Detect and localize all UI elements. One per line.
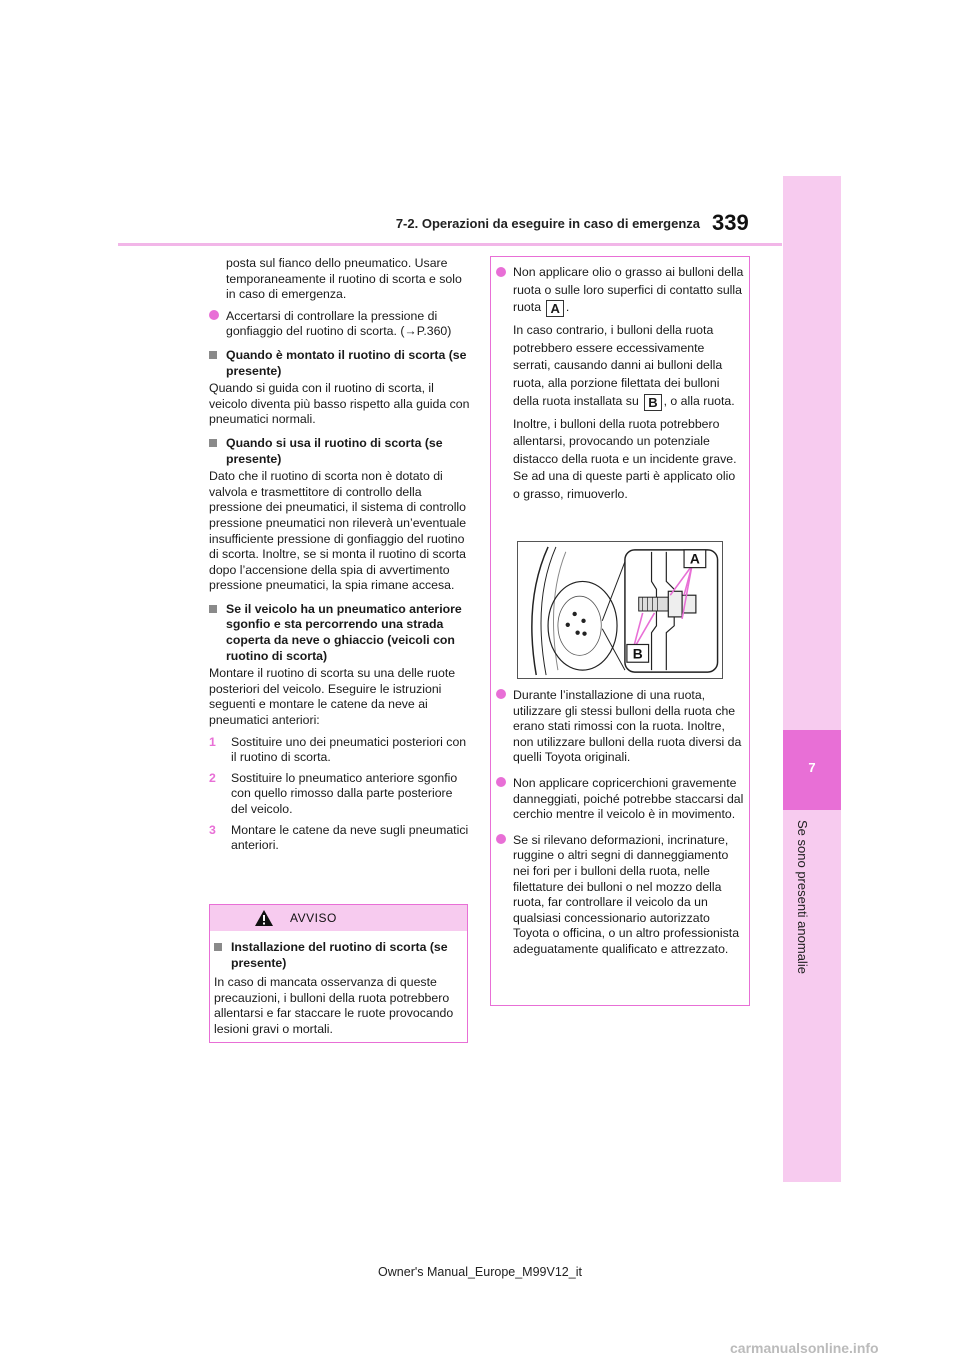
section-body: Dato che il ruotino di scorta non è dotato di valvola e trasmettitore di controllo della pressione dei pneumatici, il sistema di controllo pressione pneumatici non rileverà un’eventuale insufficiente pressione di gonfiaggio del ruotino di scorta. Inoltre, se si monta il ruotino di scorta dopo l’accensione della spia di avvertimento pressione pneumatici, la spia rimane accesa.	[209, 469, 467, 593]
bullet-dot-icon	[496, 689, 506, 699]
section-title: 7-2. Operazioni da eseguire in caso di emergenza	[395, 216, 700, 231]
chapter-label: Se sono presenti anomalie	[795, 820, 810, 974]
heading-text: Se il veicolo ha un pneumatico anteriore sgonfio e sta percorrendo una strada coperta da neve o ghiaccio (veicoli con ruotino di scorta)	[226, 601, 462, 663]
step-item	[209, 771, 471, 818]
warning-title: AVVISO	[290, 911, 337, 925]
step-number: 3	[209, 822, 216, 837]
intro-continuation: posta sul fianco dello pneumatico. Usare temporaneamente il ruotino di scorta e solo in caso di emergenza.	[226, 256, 462, 302]
bullet-no-oil: Non applicare olio o grasso ai bulloni della ruota o sulle loro superfici di contatto sulla ruota A . In caso contrario, i bulloni della ruota potrebbero essere eccessivamente serrati, causando danni ai bulloni della ruota, alla porzione filettata dei bulloni della ruota installata su B , o alla ruota. Inoltre, i bulloni della ruota potrebbero allentarsi, provocando un potenziale distacco della ruota e un incidente grave. Se ad una di queste parti è applicato olio o grasso, rimuoverlo.	[496, 264, 744, 504]
bullet-pressure	[209, 309, 471, 340]
bullet-dot-icon	[496, 834, 506, 844]
label-a-icon: A	[546, 300, 563, 317]
chapter-number: 7	[808, 760, 816, 775]
bullet-text: Durante l’installazione di una ruota, utilizzare gli stessi bulloni della ruota che erano stati rimossi con la ruota. Inoltre, non utilizzare bulloni della ruota diversi da quelli Toyota originali.	[513, 688, 742, 765]
bullet-dot-icon	[496, 777, 506, 787]
step-text: Sostituire uno dei pneumatici posteriori con il ruotino di scorta.	[231, 734, 467, 765]
footer-manual-name: Owner's Manual_Europe_M99V12_it	[378, 1265, 582, 1279]
label-b-icon: B	[644, 394, 661, 411]
right-column-lower	[496, 688, 744, 968]
warning-triangle-icon	[254, 909, 274, 927]
paragraph-text: , o alla ruota.	[663, 393, 735, 408]
header-divider	[118, 243, 782, 246]
square-bullet-icon	[209, 439, 217, 447]
left-column	[209, 256, 471, 859]
square-bullet-icon	[214, 943, 222, 951]
warning-text: In caso di mancata osservanza di queste precauzioni, i bulloni della ruota potrebbero allentarsi e far staccare le ruote provocando lesioni gravi o mortali.	[214, 975, 454, 1036]
square-bullet-icon	[209, 605, 217, 613]
section-body: Montare il ruotino di scorta su una delle ruote posteriori del veicolo. Eseguire le istruzioni seguenti e montare le catene da neve ai pneumatici anteriori:	[209, 666, 456, 728]
illustration-label-a: A	[689, 551, 700, 567]
heading-text: Quando è montato il ruotino di scorta (se presente)	[226, 347, 467, 378]
bullet-dot-icon	[496, 267, 506, 277]
bullet-same-bolts	[496, 688, 744, 766]
section-body: Quando si guida con il ruotino di scorta, il veicolo diventa più basso rispetto alla guida con pneumatici normali.	[209, 381, 470, 427]
bullet-text: Se si rilevano deformazioni, incrinature, ruggine o altri segni di danneggiamento nei fori per i bulloni della ruota, nelle filettature dei bulloni o nel mozzo della ruota, far controllare il veicolo da un qualsiasi concessionario autorizzato Toyota o officina, o un altro professionista adeguatamente qualificato e attrezzato.	[513, 832, 740, 956]
warning-header	[210, 905, 467, 931]
bullet-text: Non applicare copricerchioni gravemente danneggiati, poiché potrebbe staccarsi dal cerchio mentre il veicolo è in movimento.	[513, 775, 744, 822]
heading-text: Quando si usa il ruotino di scorta (se presente)	[226, 435, 443, 466]
step-item	[209, 735, 471, 766]
page-number: 339	[712, 210, 749, 235]
warning-body	[214, 938, 464, 1038]
step-number: 1	[209, 734, 216, 749]
paragraph-text: In caso contrario, i bulloni della ruota potrebbero essere eccessivamente serrati, causando danni ai bulloni della ruota, alla porzione filettata dei bulloni della ruota installata su	[513, 323, 723, 408]
wheel-bolt-illustration	[517, 541, 723, 679]
section-heading	[209, 348, 471, 379]
bullet-text: Accertarsi di controllare la pressione di gonfiaggio del ruotino di scorta. (→P.360)	[226, 308, 452, 339]
section-heading	[209, 602, 471, 664]
section-heading	[209, 436, 471, 467]
watermark: carmanualsonline.info	[730, 1340, 879, 1356]
paragraph	[513, 322, 744, 410]
step-text: Sostituire lo pneumatico anteriore sgonfio con quello rimosso dalla parte posteriore del veicolo.	[231, 770, 458, 816]
illustration-label-b: B	[632, 646, 643, 662]
square-bullet-icon	[209, 351, 217, 359]
bullet-deformations	[496, 833, 744, 958]
bullet-text: Non applicare olio o grasso ai bulloni della ruota o sulle loro superfici di contatto sulla ruota	[513, 265, 744, 315]
bullet-hubcaps	[496, 776, 744, 823]
step-text: Montare le catene da neve sugli pneumatici anteriori.	[231, 822, 469, 853]
step-item	[209, 823, 471, 854]
step-number: 2	[209, 770, 216, 785]
warning-heading	[214, 940, 464, 971]
paragraph: Inoltre, i bulloni della ruota potrebbero allentarsi, provocando un potenziale distacco della ruota e un incidente grave.	[513, 416, 737, 466]
paragraph: Se ad una di queste parti è applicato olio o grasso, rimuoverlo.	[513, 469, 736, 501]
right-column-upper	[496, 264, 744, 510]
heading-text: Installazione del ruotino di scorta (se presente)	[231, 940, 448, 970]
bullet-dot-icon	[209, 310, 219, 320]
